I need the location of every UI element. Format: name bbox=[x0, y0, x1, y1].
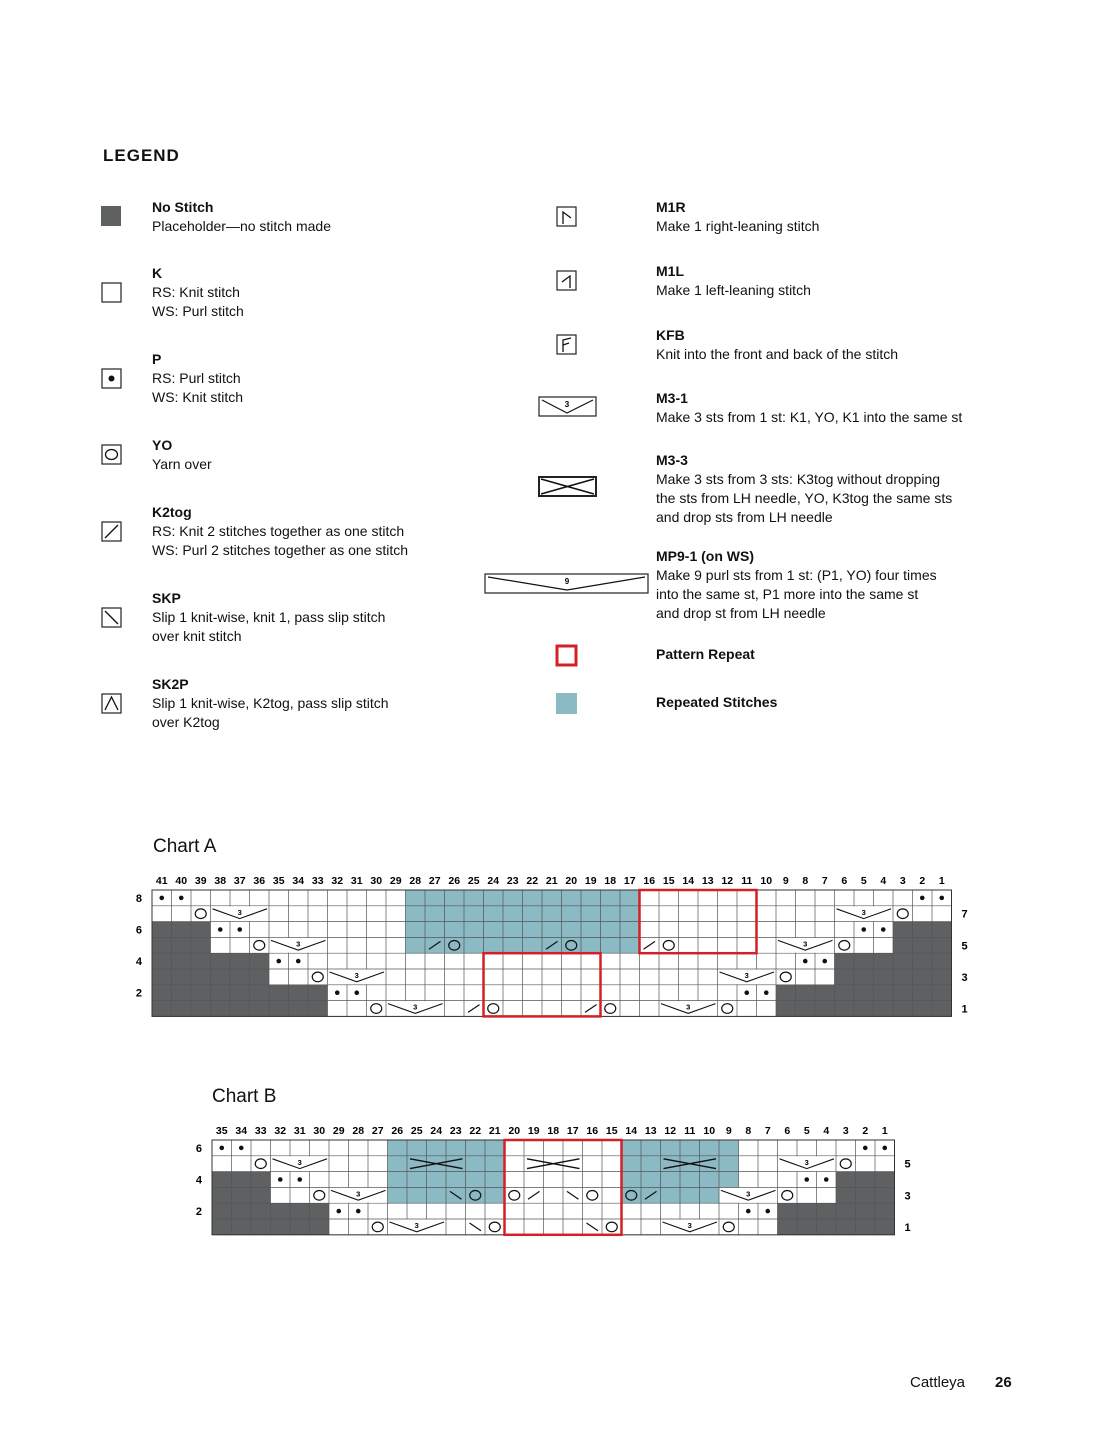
legend-desc: RS: Knit stitch WS: Purl stitch bbox=[152, 284, 244, 319]
m3-1-icon bbox=[538, 396, 598, 418]
legend-name: SKP bbox=[152, 590, 181, 606]
column-number: 32 bbox=[274, 1125, 287, 1137]
k2tog-icon bbox=[100, 520, 124, 544]
legend-desc: Slip 1 knit-wise, K2tog, pass slip stitch over K2tog bbox=[152, 695, 389, 730]
purl-stitch bbox=[237, 927, 242, 932]
row-label-right: 5 bbox=[904, 1158, 911, 1171]
purl-stitch bbox=[354, 990, 359, 995]
m3-1-label: 3 bbox=[413, 1002, 418, 1012]
legend-name: K2tog bbox=[152, 504, 192, 520]
legend-name: MP9-1 (on WS) bbox=[656, 548, 754, 564]
column-number: 24 bbox=[430, 1125, 443, 1137]
column-number: 6 bbox=[784, 1125, 791, 1137]
row-label-left: 6 bbox=[195, 1142, 202, 1155]
column-number: 2 bbox=[919, 875, 926, 887]
column-number: 6 bbox=[841, 875, 848, 887]
legend-title: LEGEND bbox=[103, 146, 180, 165]
m3-1-label: 3 bbox=[356, 1189, 361, 1199]
legend-item-yo bbox=[152, 436, 212, 474]
column-number: 11 bbox=[741, 875, 753, 887]
purl-stitch bbox=[881, 927, 886, 932]
column-number: 35 bbox=[215, 1125, 228, 1137]
row-label-right: 7 bbox=[961, 908, 968, 921]
m3-1-label: 3 bbox=[746, 1189, 751, 1199]
column-number: 4 bbox=[880, 875, 887, 887]
column-number: 18 bbox=[547, 1125, 560, 1137]
row-label-left: 4 bbox=[195, 1174, 202, 1187]
purl-stitch bbox=[939, 896, 944, 901]
m3-1-label: 3 bbox=[686, 1002, 691, 1012]
legend-item-pattern-repeat bbox=[656, 645, 755, 664]
column-number: 31 bbox=[293, 1125, 306, 1137]
legend-item-k bbox=[152, 264, 244, 321]
purl-stitch bbox=[824, 1177, 829, 1182]
legend-desc: Make 3 sts from 1 st: K1, YO, K1 into the same st bbox=[656, 409, 963, 425]
legend-desc: RS: Purl stitch WS: Knit stitch bbox=[152, 370, 244, 405]
legend-desc: Make 3 sts from 3 sts: K3tog without dropping the sts from LH needle, YO, K3tog the same sts and drop sts from LH needle bbox=[656, 471, 953, 525]
column-number: 3 bbox=[842, 1125, 849, 1137]
purl-stitch bbox=[336, 1209, 341, 1214]
m1r-icon bbox=[555, 205, 579, 229]
column-number: 7 bbox=[821, 875, 828, 887]
row-label-left: 6 bbox=[135, 924, 142, 937]
column-number: 14 bbox=[625, 1125, 638, 1137]
chart-a bbox=[120, 868, 1000, 1028]
purl-stitch bbox=[764, 990, 769, 995]
knit-stitch-icon bbox=[100, 281, 124, 305]
column-number: 3 bbox=[899, 875, 906, 887]
column-number: 5 bbox=[803, 1125, 810, 1137]
chart-a-title: Chart A bbox=[153, 836, 217, 857]
legend-name: M1L bbox=[656, 263, 684, 279]
m3-1-label: 3 bbox=[861, 907, 866, 917]
column-number: 33 bbox=[311, 875, 324, 887]
purl-stitch bbox=[219, 1146, 224, 1151]
purl-stitch bbox=[239, 1146, 244, 1151]
legend-name: K bbox=[152, 265, 163, 281]
legend-item-m1r bbox=[656, 198, 819, 236]
column-number: 38 bbox=[214, 875, 227, 887]
column-number: 40 bbox=[175, 875, 188, 887]
column-number: 21 bbox=[545, 875, 558, 887]
column-number: 29 bbox=[389, 875, 402, 887]
m3-1-label: 3 bbox=[414, 1221, 419, 1230]
column-number: 11 bbox=[684, 1125, 696, 1137]
column-number: 30 bbox=[313, 1125, 326, 1137]
legend-name: M3-3 bbox=[656, 452, 688, 468]
column-number: 12 bbox=[721, 875, 734, 887]
chart-b-title: Chart B bbox=[212, 1086, 277, 1107]
legend-desc: Yarn over bbox=[152, 456, 212, 472]
purl-stitch bbox=[882, 1146, 887, 1151]
purl-stitch bbox=[804, 1177, 809, 1182]
column-number: 13 bbox=[644, 1125, 657, 1137]
column-number: 20 bbox=[565, 875, 578, 887]
column-number: 9 bbox=[782, 875, 789, 887]
m3-1-label: 3 bbox=[687, 1221, 692, 1230]
purl-stitch bbox=[159, 896, 164, 901]
m3-1-label: 3 bbox=[803, 939, 808, 949]
m3-1-label: 3 bbox=[297, 1157, 302, 1167]
column-number: 8 bbox=[745, 1125, 752, 1137]
legend-name: M1R bbox=[656, 199, 686, 215]
purl-stitch bbox=[276, 959, 281, 964]
column-number: 15 bbox=[662, 875, 675, 887]
legend-item-skp bbox=[152, 589, 385, 646]
column-number: 24 bbox=[487, 875, 500, 887]
column-number: 33 bbox=[254, 1125, 267, 1137]
mp9-1-symbol-label: 9 bbox=[564, 577, 570, 586]
purl-stitch bbox=[803, 959, 808, 964]
pattern-repeat-icon bbox=[555, 644, 579, 668]
row-label-right: 3 bbox=[961, 971, 968, 984]
column-number: 4 bbox=[823, 1125, 830, 1137]
legend-name: KFB bbox=[656, 327, 685, 343]
legend-item-no-stitch bbox=[152, 198, 331, 236]
chart-b bbox=[180, 1118, 940, 1243]
row-label-right: 3 bbox=[904, 1190, 911, 1203]
column-number: 34 bbox=[292, 875, 305, 887]
column-number: 16 bbox=[586, 1125, 599, 1137]
no-stitch-icon bbox=[100, 205, 124, 229]
yarn-over-icon bbox=[100, 443, 124, 467]
column-number: 25 bbox=[410, 1125, 423, 1137]
purl-stitch bbox=[297, 1177, 302, 1182]
column-number: 17 bbox=[623, 875, 636, 887]
legend-name: YO bbox=[152, 437, 173, 453]
purl-stitch bbox=[179, 896, 184, 901]
row-label-right: 5 bbox=[961, 940, 968, 953]
column-number: 28 bbox=[409, 875, 422, 887]
column-number: 20 bbox=[508, 1125, 521, 1137]
m3-1-label: 3 bbox=[804, 1157, 809, 1167]
column-number: 28 bbox=[352, 1125, 365, 1137]
column-number: 13 bbox=[701, 875, 714, 887]
legend-item-m1l bbox=[656, 262, 811, 300]
column-number: 34 bbox=[235, 1125, 248, 1137]
legend-item-kfb bbox=[656, 326, 898, 364]
legend-name: P bbox=[152, 351, 162, 367]
row-label-left: 2 bbox=[135, 987, 142, 1000]
footer-page-number: 26 bbox=[995, 1374, 1012, 1391]
column-number: 26 bbox=[391, 1125, 404, 1137]
legend-desc: RS: Knit 2 stitches together as one stitch WS: Purl 2 stitches together as one stitch bbox=[152, 523, 409, 558]
legend-desc: Slip 1 knit-wise, knit 1, pass slip stitch over knit stitch bbox=[152, 609, 386, 644]
column-number: 21 bbox=[488, 1125, 501, 1137]
legend-name: Repeated Stitches bbox=[656, 694, 778, 710]
legend-name: SK2P bbox=[152, 676, 189, 692]
column-number: 14 bbox=[682, 875, 695, 887]
m3-1-label: 3 bbox=[354, 971, 359, 980]
column-number: 8 bbox=[802, 875, 809, 887]
column-number: 1 bbox=[938, 875, 945, 887]
column-number: 16 bbox=[643, 875, 656, 887]
legend-desc: Make 9 purl sts from 1 st: (P1, YO) four times into the same st, P1 more into the same st and drop st from LH needle bbox=[656, 567, 937, 621]
row-label-left: 4 bbox=[135, 956, 142, 969]
legend-item-k2tog bbox=[152, 503, 408, 560]
mp9-1-icon bbox=[484, 573, 650, 595]
legend-item-repeated-stitches bbox=[656, 693, 777, 712]
purl-stitch bbox=[278, 1177, 283, 1182]
footer-book-title: Cattleya bbox=[910, 1374, 966, 1391]
legend-desc: Make 1 right-leaning stitch bbox=[656, 218, 820, 234]
m1l-icon bbox=[555, 269, 579, 293]
legend-desc: Make 1 left-leaning stitch bbox=[656, 282, 811, 298]
sk2p-icon bbox=[100, 692, 124, 716]
column-number: 27 bbox=[371, 1125, 384, 1137]
legend-item-sk2p bbox=[152, 675, 389, 732]
column-number: 22 bbox=[469, 1125, 482, 1137]
column-number: 35 bbox=[272, 875, 285, 887]
purl-stitch bbox=[744, 990, 749, 995]
row-label-left: 8 bbox=[135, 892, 142, 905]
legend-item-m3-1 bbox=[656, 389, 962, 427]
column-number: 10 bbox=[703, 1125, 716, 1137]
purl-stitch bbox=[746, 1209, 751, 1214]
purl-stitch bbox=[218, 927, 223, 932]
kfb-icon bbox=[555, 333, 579, 357]
column-number: 5 bbox=[860, 875, 867, 887]
column-number: 23 bbox=[449, 1125, 462, 1137]
purl-stitch-icon bbox=[100, 367, 124, 391]
purl-stitch bbox=[296, 959, 301, 964]
repeated-stitches-icon bbox=[555, 692, 579, 716]
purl-stitch bbox=[765, 1209, 770, 1214]
legend-name: Pattern Repeat bbox=[656, 646, 755, 662]
column-number: 22 bbox=[526, 875, 539, 887]
column-number: 19 bbox=[527, 1125, 540, 1137]
row-label-left: 2 bbox=[195, 1206, 202, 1219]
legend-desc: Placeholder—no stitch made bbox=[152, 218, 331, 234]
m3-1-symbol-label: 3 bbox=[564, 400, 570, 409]
legend-item-mp9-1 bbox=[656, 547, 937, 623]
column-number: 26 bbox=[448, 875, 461, 887]
column-number: 30 bbox=[370, 875, 383, 887]
legend-item-p bbox=[152, 350, 243, 407]
column-number: 9 bbox=[725, 1125, 732, 1137]
column-number: 29 bbox=[332, 1125, 345, 1137]
column-number: 12 bbox=[664, 1125, 677, 1137]
row-label-right: 1 bbox=[961, 1003, 968, 1016]
legend-item-m3-3 bbox=[656, 451, 952, 527]
purl-stitch bbox=[335, 990, 340, 995]
purl-stitch bbox=[822, 959, 827, 964]
m3-1-label: 3 bbox=[237, 907, 242, 917]
column-number: 39 bbox=[194, 875, 207, 887]
m3-1-label: 3 bbox=[744, 971, 749, 980]
column-number: 10 bbox=[760, 875, 773, 887]
column-number: 25 bbox=[467, 875, 480, 887]
skp-icon bbox=[100, 606, 124, 630]
column-number: 23 bbox=[506, 875, 519, 887]
column-number: 19 bbox=[584, 875, 597, 887]
legend-desc: Knit into the front and back of the stitch bbox=[656, 346, 899, 362]
m3-1-label: 3 bbox=[296, 939, 301, 949]
legend-name: M3-1 bbox=[656, 390, 688, 406]
purl-stitch bbox=[863, 1146, 868, 1151]
row-label-right: 1 bbox=[904, 1221, 911, 1234]
column-number: 41 bbox=[155, 875, 168, 887]
column-number: 31 bbox=[350, 875, 363, 887]
column-number: 17 bbox=[566, 1125, 579, 1137]
m3-3-icon bbox=[538, 476, 598, 498]
column-number: 2 bbox=[862, 1125, 869, 1137]
column-number: 27 bbox=[428, 875, 441, 887]
column-number: 15 bbox=[605, 1125, 618, 1137]
column-number: 7 bbox=[764, 1125, 771, 1137]
purl-stitch bbox=[356, 1209, 361, 1214]
column-number: 32 bbox=[331, 875, 344, 887]
column-number: 18 bbox=[604, 875, 617, 887]
column-number: 37 bbox=[233, 875, 246, 887]
purl-stitch bbox=[920, 896, 925, 901]
purl-stitch bbox=[861, 927, 866, 932]
column-number: 1 bbox=[881, 1125, 888, 1137]
legend-name: No Stitch bbox=[152, 199, 214, 215]
column-number: 36 bbox=[253, 875, 266, 887]
